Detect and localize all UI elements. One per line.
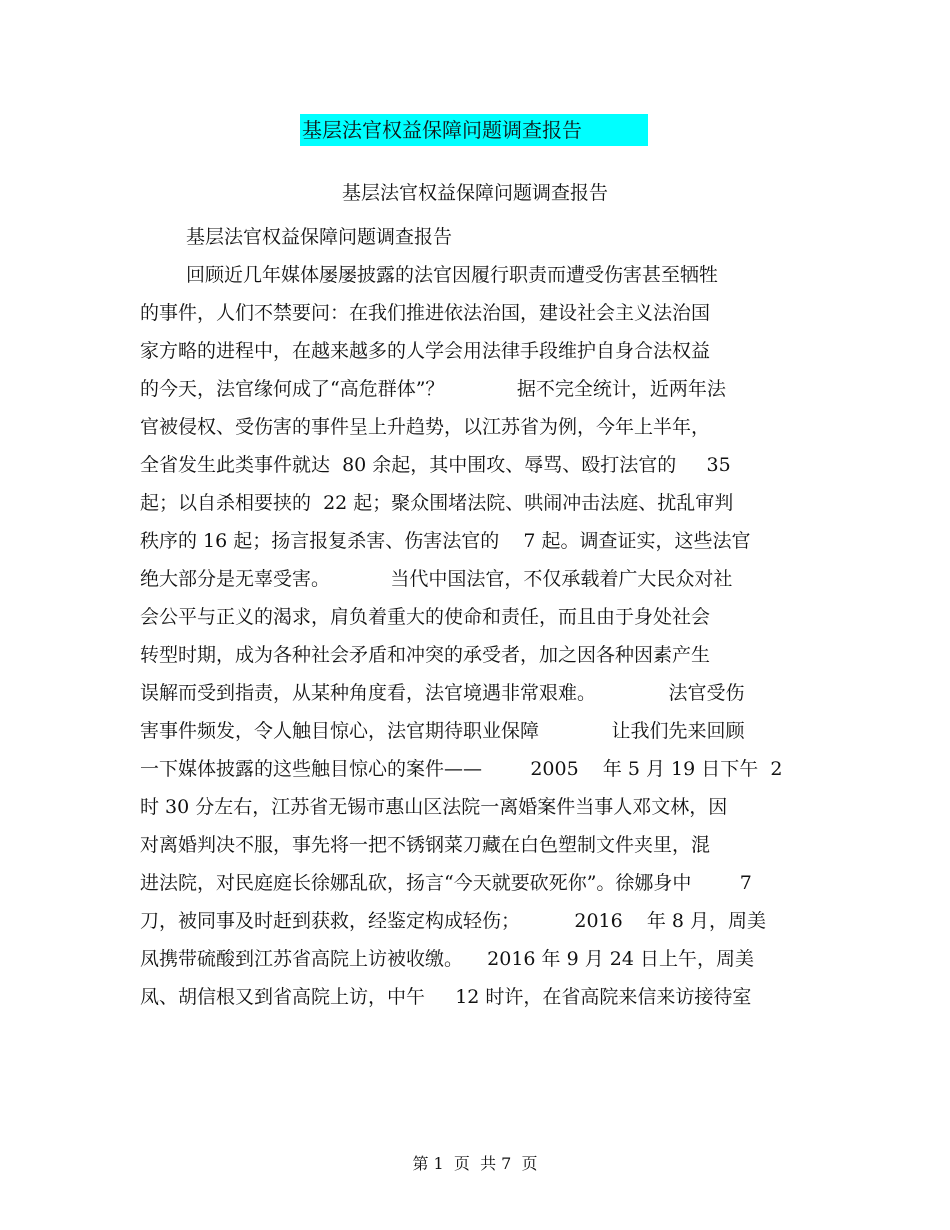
text-line: 的事件，人们不禁要问：在我们推进依法治国，建设社会主义法治国	[140, 302, 711, 324]
text-line: 家方略的进程中，在越来越多的人学会用法律手段维护自身合法权益	[140, 340, 711, 362]
text-line: 转型时期，成为各种社会矛盾和冲突的承受者，加之因各种因素产生	[140, 644, 711, 666]
page-footer: 第 1 页 共 7 页	[412, 1154, 538, 1173]
text-line: 全省发生此类事件就达 80 余起，其中围攻、辱骂、殴打法官的 35	[140, 454, 731, 476]
text-line: 起；以自杀相要挟的 22 起；聚众围堵法院、哄闹冲击法庭、扰乱审判	[140, 492, 734, 514]
text-line: 的今天，法官缘何成了“高危群体”？ 据不完全统计，近两年法	[140, 378, 726, 400]
text-line: 害事件频发，令人触目惊心，法官期待职业保障 让我们先来回顾	[140, 720, 745, 742]
text-line: 基层法官权益保障问题调查报告	[186, 226, 453, 248]
header-title: 基层法官权益保障问题调查报告	[300, 114, 648, 146]
text-line: 会公平与正义的渴求，肩负着重大的使命和责任，而且由于身处社会	[140, 606, 711, 628]
text-line: 对离婚判决不服，事先将一把不锈钢菜刀藏在白色塑制文件夹里，混	[140, 834, 711, 856]
text-line: 官被侵权、受伤害的事件呈上升趋势，以江苏省为例，今年上半年，	[140, 416, 711, 438]
text-line: 一下媒体披露的这些触目惊心的案件—— 2005 年 5 月 19 日下午 2	[140, 758, 783, 780]
text-line: 进法院，对民庭庭长徐娜乱砍，扬言“今天就要砍死你”。徐娜身中 7	[140, 872, 752, 894]
text-line: 绝大部分是无辜受害。 当代中国法官，不仅承载着广大民众对社	[140, 568, 733, 590]
subtitle: 基层法官权益保障问题调查报告	[341, 182, 608, 204]
text-line: 刀，被同事及时赶到获救，经鉴定构成轻伤； 2016 年 8 月，周美	[140, 910, 767, 932]
text-line: 误解而受到指责，从某种角度看，法官境遇非常艰难。 法官受伤	[140, 682, 745, 704]
text-line: 凤、胡信根又到省高院上访，中午 12 时许，在省高院来信来访接待室	[140, 986, 752, 1008]
text-line: 回顾近几年媒体屡屡披露的法官因履行职责而遭受伤害甚至牺牲	[186, 264, 719, 286]
text-line: 秩序的 16 起；扬言报复杀害、伤害法官的 7 起。调查证实，这些法官	[140, 530, 751, 552]
text-line: 凤携带硫酸到江苏省高院上访被收缴。 2016 年 9 月 24 日上午，周美	[140, 948, 754, 970]
text-line: 时 30 分左右，江苏省无锡市惠山区法院一离婚案件当事人邓文林，因	[140, 796, 728, 818]
body-text	[140, 218, 820, 1016]
